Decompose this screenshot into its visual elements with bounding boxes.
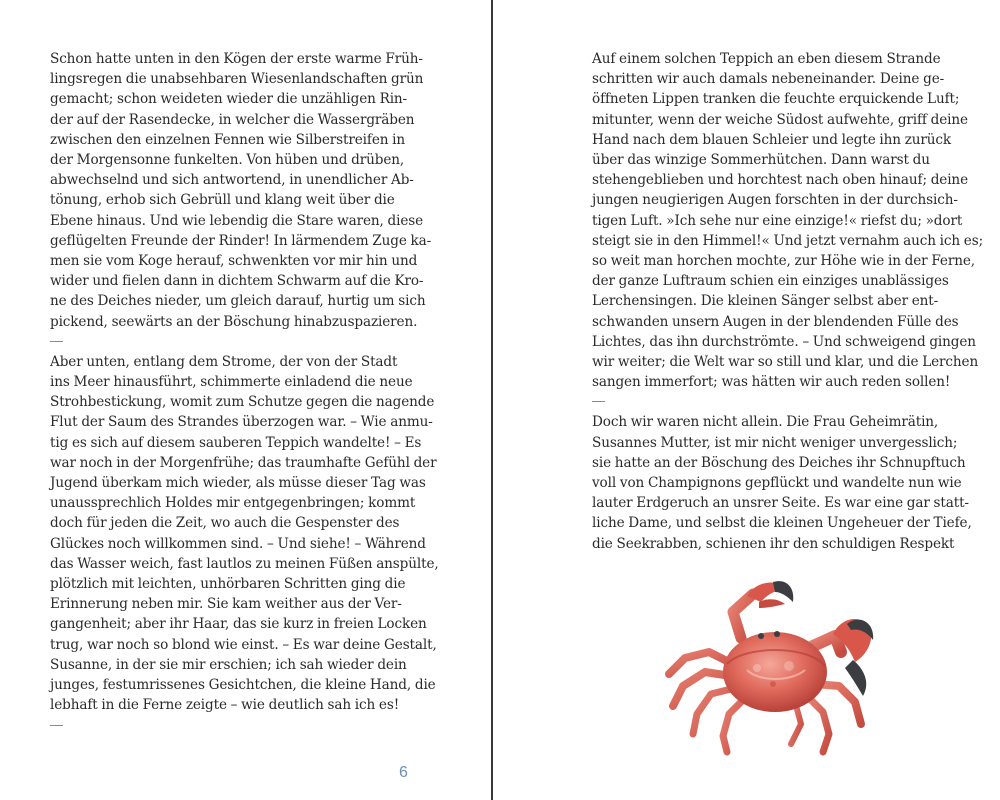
- text-line: pickend, seewärts an der Böschung hinabzuspazieren.: [50, 313, 418, 330]
- text-line: wider und fielen dann in dichtem Schwarm auf die Kro-: [50, 273, 424, 290]
- text-line: der Morgensonne funkelten. Von hüben und drüben,: [50, 152, 405, 169]
- text-line: gangenheit; aber ihr Haar, das sie kurz in freien Locken: [50, 616, 427, 633]
- text-line: stehengeblieben und horchtest nach oben hinauf; deine: [592, 172, 968, 189]
- text-line: Susanne, in der sie mir erschien; ich sah wieder dein: [50, 656, 407, 673]
- text-line: über das winzige Sommerhütchen. Dann warst du: [592, 152, 930, 169]
- text-line: Jugend überkam mich wieder, als müsse dieser Tag was: [50, 475, 426, 492]
- text-line: liche Dame, und selbst die kleinen Ungeheuer der Tiefe,: [592, 515, 972, 532]
- text-line: unaussprechlich Holdes mir entgegenbringen; kommt: [50, 495, 416, 512]
- paragraph: [50, 49, 432, 332]
- text-line: Lichtes, das ihn durchströmte. – Und schweigend gingen: [592, 333, 976, 350]
- text-line: tönung, erhob sich Gebrüll und klang weit über die: [50, 192, 395, 209]
- text-line: tig es sich auf diesem sauberen Teppich wandelte! – Es: [50, 434, 422, 451]
- text-line: gemacht; schon weideten wieder die unzähligen Rin-: [50, 91, 408, 108]
- text-line: sangen immerfort; was hätten wir auch reden sollen!: [592, 374, 951, 391]
- text-line: Flut der Saum des Strandes überzogen war. – Wie anmu-: [50, 414, 433, 431]
- section-divider: [50, 725, 63, 726]
- crab-shell: [723, 632, 827, 712]
- left-text-column: [50, 49, 439, 736]
- paragraph: [50, 352, 439, 716]
- section-divider: [50, 341, 63, 342]
- text-line: öffneten Lippen tranken die feuchte erquickende Luft;: [592, 91, 960, 108]
- text-line: voll von Champignons gepflückt und wandelte nun wie: [592, 475, 962, 492]
- text-line: trug, war noch so blond wie einst. – Es war deine Gestalt,: [50, 636, 437, 653]
- text-line: mitunter, wenn der weiche Südost aufwehte, griff deine: [592, 111, 968, 128]
- text-line: plötzlich mit leichten, unhörbaren Schritten ging die: [50, 576, 406, 593]
- text-line: Auf einem solchen Teppich an eben diesem Strande: [592, 51, 941, 67]
- text-line: Glückes noch willkommen sind. – Und siehe! – Während: [50, 535, 426, 552]
- text-line: Lerchensingen. Die kleinen Sänger selbst aber ent-: [592, 293, 939, 310]
- page-number: 6: [399, 764, 408, 781]
- text-line: abwechselnd und sich antwortend, in unendlicher Ab-: [50, 172, 414, 189]
- text-line: Hand nach dem blauen Schleier und legte ihn zurück: [592, 131, 952, 148]
- text-line: Schon hatte unten in den Kögen der erste warme Früh-: [50, 51, 423, 67]
- crab-illustration: [663, 572, 893, 758]
- text-line: geflügelten Freunde der Rinder! In lärmendem Zuge ka-: [50, 232, 432, 249]
- text-line: die Seekrabben, schienen ihr den schuldigen Respekt: [592, 535, 955, 552]
- left-page: [0, 0, 491, 800]
- text-line: tigen Luft. »Ich sehe nur eine einzige!« riefst du; »dort: [592, 212, 963, 229]
- text-line: lebhaft in die Ferne zeigte – wie deutlich sah ich es!: [50, 697, 400, 714]
- text-line: men sie vom Koge herauf, schwenkten vor mir hin und: [50, 253, 418, 270]
- text-line: der ganze Luftraum schien ein einziges unablässiges: [592, 273, 949, 290]
- text-line: so weit man horchen mochte, zur Höhe wie in der Ferne,: [592, 253, 975, 270]
- text-line: junges, festumrissenes Gesichtchen, die kleine Hand, die: [50, 677, 436, 694]
- text-line: das Wasser weich, fast lautlos zu meinen Füßen anspülte,: [50, 555, 439, 572]
- text-line: Erinnerung neben mir. Sie kam weither aus der Ver-: [50, 596, 402, 613]
- text-line: war noch in der Morgenfrühe; das traumhafte Gefühl der: [50, 454, 437, 471]
- text-line: doch für jeden die Zeit, wo auch die Gespenster des: [50, 515, 400, 532]
- crab-claw-left: [733, 581, 793, 638]
- text-line: steigt sie in den Himmel!« Und jetzt vernahm auch ich es;: [592, 232, 984, 249]
- text-line: ne des Deiches nieder, um gleich darauf, hurtig um sich: [50, 293, 426, 310]
- text-line: schwanden unsern Augen in der blendenden Fülle des: [592, 313, 959, 330]
- paragraph: [592, 49, 984, 392]
- text-line: Ebene hinaus. Und wie lebendig die Stare waren, diese: [50, 212, 424, 229]
- text-line: sie hatte an der Böschung des Deiches ihr Schnupftuch: [592, 454, 966, 471]
- text-line: lingsregen die unabsehbaren Wiesenlandschaften grün: [50, 71, 424, 88]
- section-divider: [592, 401, 605, 402]
- text-line: der auf der Rasendecke, in welcher die Wassergräben: [50, 111, 415, 128]
- paragraph: [592, 412, 972, 553]
- text-line: zwischen den einzelnen Fennen wie Silberstreifen in: [50, 131, 406, 148]
- text-line: schritten wir auch damals nebeneinander. Deine ge-: [592, 71, 945, 88]
- text-line: wir weiter; die Welt war so still und klar, und die Lerchen: [592, 354, 979, 371]
- text-line: Susannes Mutter, ist mir nicht weniger unvergesslich;: [592, 434, 958, 451]
- text-line: jungen neugierigen Augen forschten in der durchsich-: [592, 192, 958, 209]
- text-line: Strohbestickung, womit zum Schutze gegen die nagende: [50, 394, 435, 411]
- right-text-column: [592, 49, 984, 554]
- text-line: ins Meer hinausführt, schimmerte einladend die neue: [50, 374, 413, 391]
- text-line: lauter Erdgeruch an unsrer Seite. Es war eine gar statt-: [592, 495, 969, 512]
- text-line: Doch wir waren nicht allein. Die Frau Geheimrätin,: [592, 414, 939, 431]
- text-line: Aber unten, entlang dem Strome, der von der Stadt: [50, 353, 398, 370]
- right-page: [493, 0, 1000, 800]
